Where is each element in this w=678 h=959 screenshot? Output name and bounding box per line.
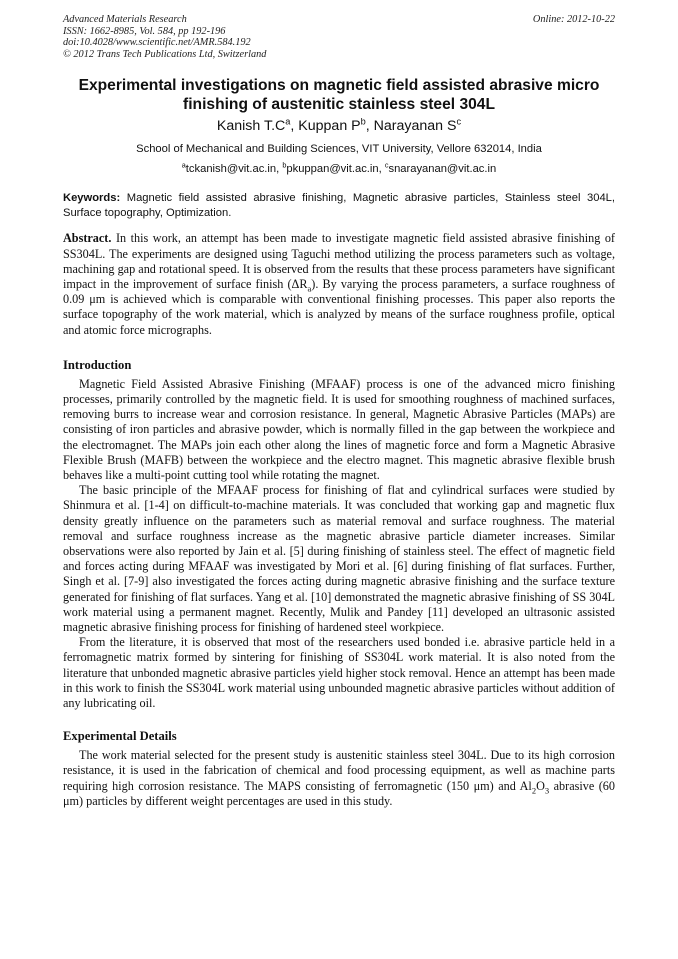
experimental-heading: Experimental Details xyxy=(63,729,177,744)
introduction-heading: Introduction xyxy=(63,357,132,372)
paper-page xyxy=(63,14,615,809)
copyright-line: © 2012 Trans Tech Publications Ltd, Switzerland xyxy=(63,48,267,60)
author-list xyxy=(63,117,615,135)
online-date: Online: 2012-10-22 xyxy=(532,14,615,25)
email[interactable]: $^b$pkuppan@vit.ac.in xyxy=(282,160,379,176)
journal-header xyxy=(63,14,615,60)
paragraph: Magnetic Field Assisted Abrasive Finishing (MFAAF) process is one of the advanced micro finishing processes, primarily controlled by the magnetic field. It is used for smoothing roughness of machined surfaces, removing burrs to increase wear and corrosion resistance. In general, Magnetic Abrasive Particles (MAPs) are consisting of iron particles and abrasive powder, which is normally filled in the gap between the workpiece and the electromagnet. The MAPs join each other along the lines of magnetic force and form a Magnetic Abrasive Flexible Brush (MAFB) between the workpiece and the electro magnet. This magnetic abrasive flexible brush behaves like a multi-point cutting tool while rotating the magnet. xyxy=(63,376,615,483)
affiliation: School of Mechanical and Building Sciences, VIT University, Vellore 632014, India xyxy=(136,143,542,156)
paragraph: From the literature, it is observed that most of the researchers used bonded i.e. abrasive particle held in a ferromagnetic matrix formed by sintering for finishing of SS304L work material. It is also noted from the literature that unbonded magnetic abrasive particles yield higher stock removal. Hence an attempt has been made in this work to finish the SS304L work material using unbounded magnetic abrasive particles without addition of any lubricating oil. xyxy=(63,635,615,711)
journal-name: Advanced Materials Research xyxy=(63,14,187,25)
keywords xyxy=(63,191,615,221)
author: Kuppan $P^b$, xyxy=(298,116,374,135)
abstract-label: Abstract. xyxy=(63,231,112,246)
title-line-2: finishing of austenitic stainless steel 304L xyxy=(183,96,495,114)
experimental-section xyxy=(63,729,615,809)
email-list: $^a$tckanish@vit.ac.in, $^b$pkuppan@vit.ac.in, $^c$snarayanan@vit.ac.in xyxy=(181,160,497,176)
paragraph: The basic principle of the MFAAF process for finishing of flat and cylindrical surfaces were studied by Shinmura et al. [1-4] on difficult-to-machine materials. It was concluded that working gap and magnetic flux density greatly influence on the parameters such as material removal and surface roughness. The material removal and surface roughness increase as the magnetic abrasive particle diameter increases. Similar observations were also reported by Jain et al. [5] during finishing of stainless steel. The effect of magnetic field and forces acting during MFAAF was investigated by Mori et al. [6] during finishing of flat surfaces. Further, Singh et al. [7-9] also investigated the forces acting during magnetic abrasive finishing and the surface texture generated for finishing of flat surfaces. Yang et al. [10] demonstrated the magnetic abrasive finishing of SS 304L work material using a permanent magnet. Recently, Mulik and Pandey [11] developed an ultrasonic assisted magnetic abrasive finishing process for finishing of hardened steel workpiece. xyxy=(63,483,615,635)
abstract-text: In this work, an attempt has been made to investigate magnetic field assisted abrasive finishing of SS304L. The experiments are designed using Taguchi method utilizing the process parameters such as voltage, machining gap and rotational speed. It is observed from the results that these process parameters have significant impact in the improvement of surface finish $(\Delta R_a)$. By varying the process parameters, a surface roughness of 0.09 μm is achieved which is comparable with conventional finishing processes. This paper also reports the surface topography of the work material, which is analyzed by means of the surface roughness profile, optical and atomic force micrographs. xyxy=(63,231,615,337)
issn-line: ISSN: 1662-8985, Vol. 584, pp 192-196 xyxy=(63,25,226,37)
paragraph: The work material selected for the present study is austenitic stainless steel 304L. Due to its high corrosion resistance, it is used in the fabrication of chemical and food processing equipment, as well as machine parts requiring high corrosion resistance. The MAPS consisting of ferromagnetic (150 μm) and $Al_2O_3$ abrasive (60 μm) particles by different weight percentages are used in this study. xyxy=(63,748,615,808)
doi-line: doi:10.4028/www.scientific.net/AMR.584.192 xyxy=(63,37,251,49)
author: Kanish $T.C^a$, xyxy=(216,116,299,135)
paper-title xyxy=(63,76,615,114)
abstract xyxy=(63,231,615,337)
keywords-text: Magnetic field assisted abrasive finishing, Magnetic abrasive particles, Stainless steel 304L, Surface topography, Optimization. xyxy=(63,192,616,220)
email[interactable]: $^a$tckanish@vit.ac.in xyxy=(181,160,277,176)
keywords-label: Keywords: xyxy=(63,192,121,205)
author: Narayanan $S^c$ xyxy=(373,116,462,135)
email[interactable]: $^c$snarayanan@vit.ac.in xyxy=(384,160,497,176)
introduction-section xyxy=(63,358,615,711)
title-line-1: Experimental investigations on magnetic field assisted abrasive micro xyxy=(78,77,600,95)
